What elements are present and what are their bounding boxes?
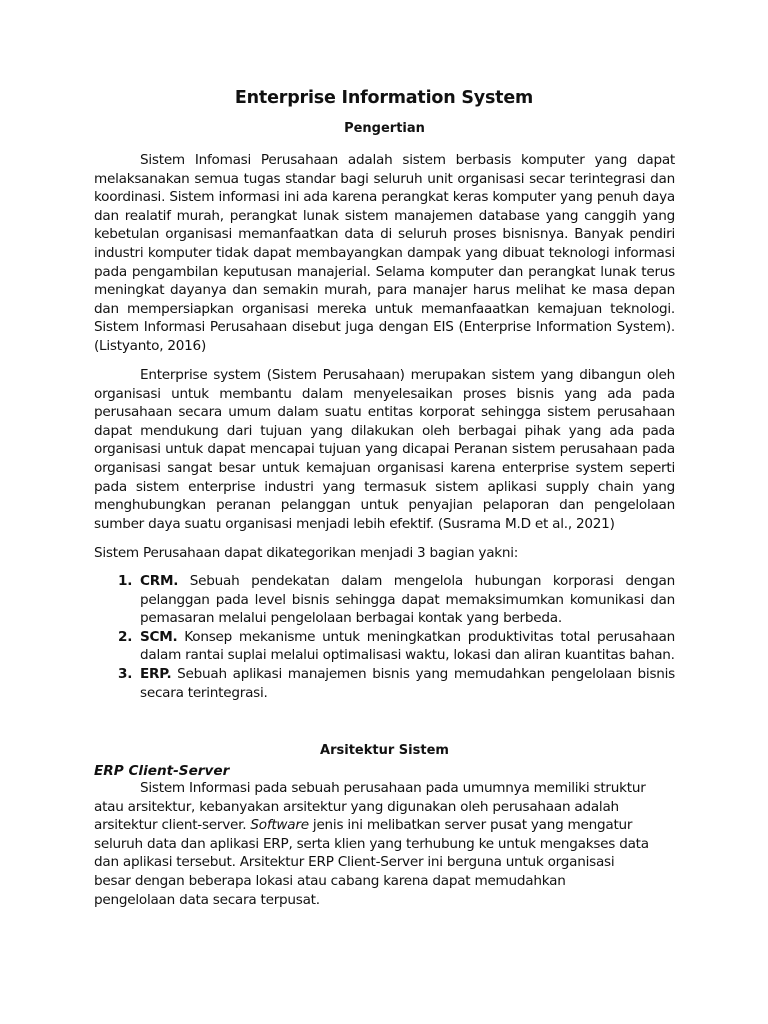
list-item — [94, 665, 675, 702]
paragraph-4-part1: Sistem Informasi pada sebuah perusahaan pada umumnya memiliki struktur atau arsitektur, kebanyakan arsitektur yang digunakan oleh perusahaan adalah arsitektur client-server. — [94, 780, 646, 834]
list-item — [94, 572, 675, 628]
paragraph-2: Enterprise system (Sistem Perusahaan) merupakan sistem yang dibangun oleh organisasi untuk membantu dalam menyelesaikan proses bisnis yang ada pada perusahaan secara umum dalam suatu entitas korporat sehingga sistem perusahaan dapat mendukung dari tujuan yang dilakukan oleh berbagai pihak yang ada pada organisasi untuk dapat mencapai tujuan yang dicapai Peranan sistem perusahaan pada organisasi sangat besar untuk kemajuan organisasi karena enterprise system seperti pada sistem enterprise industri yang termasuk sistem aplikasi supply chain yang menghubungkan peranan pelanggan untuk penyajian pelaporan dan pengelolaan sumber daya suatu organisasi menjadi lebih efektif. (Susrama M.D et al., 2021) — [94, 367, 675, 532]
list-item-term: CRM. — [140, 573, 179, 589]
paragraph-4-part2: jenis ini melibatkan server pusat yang mengatur seluruh data dan aplikasi ERP, serta klien yang terhubung ke untuk mengakses data dan aplikasi tersebut. Arsitektur ERP Client-Server ini berguna untuk organisasi besar dengan beberapa lokasi atau cabang karena dapat memudahkan pengelolaan data secara terpusat. — [94, 817, 649, 908]
list-item-number: 3. — [118, 665, 133, 682]
list-item-term: SCM. — [140, 628, 178, 645]
list-item-number: 1. — [118, 573, 133, 589]
list-item-text: Konsep mekanisme untuk meningkatkan produktivitas total perusahaan dalam rantai suplai melalui optimalisasi waktu, lokasi dan aliran kuantitas bahan. — [140, 628, 675, 664]
paragraph-4-italic-term: Software — [250, 817, 309, 834]
list-item-term: ERP. — [140, 665, 172, 682]
list-item-number: 2. — [118, 628, 133, 645]
subheading-erp-client-server: ERP Client-Server — [94, 763, 230, 779]
paragraph-3: Sistem Perusahaan dapat dikategorikan menjadi 3 bagian yakni: — [94, 545, 519, 561]
section-heading-pengertian: Pengertian — [344, 121, 425, 136]
list-item-text: Sebuah pendekatan dalam mengelola hubungan korporasi dengan pelanggan pada level bisnis sehingga dapat memaksimumkan komunikasi dan pemasaran melalui pengelolaan berbagai kontak yang berbeda. — [140, 573, 675, 627]
document-title: Enterprise Information System — [234, 88, 534, 108]
section-heading-arsitektur: Arsitektur Sistem — [320, 743, 449, 758]
list-item — [94, 628, 675, 665]
list-item-text: Sebuah aplikasi manajemen bisnis yang memudahkan pengelolaan bisnis secara terintegrasi. — [140, 665, 675, 701]
category-list — [94, 572, 675, 702]
paragraph-1: Sistem Infomasi Perusahaan adalah sistem berbasis komputer yang dapat melaksanakan semua tugas standar bagi seluruh unit organisasi secar terintegrasi dan koordinasi. Sistem informasi ini ada karena perangkat keras komputer yang penuh daya dan realatif murah, perangkat lunak sistem manajemen database yang canggih yang kebetulan organisasi memanfaatkan data di seluruh proses bisnisnya. Banyak pendiri industri komputer tidak dapat membayangkan dampak yang dibuat teknologi informasi pada pengambilan keputusan manajerial. Selama komputer dan perangkat lunak terus meningkat dayanya dan semakin murah, para manajer harus melihat ke masa depan dan mempersiapkan organisasi mereka untuk memanfaaatkan kemajuan teknologi. Sistem Informasi Perusahaan disebut juga dengan EIS (Enterprise Information System). (Listyanto, 2016) — [94, 152, 675, 354]
paragraph-4 — [94, 779, 650, 909]
